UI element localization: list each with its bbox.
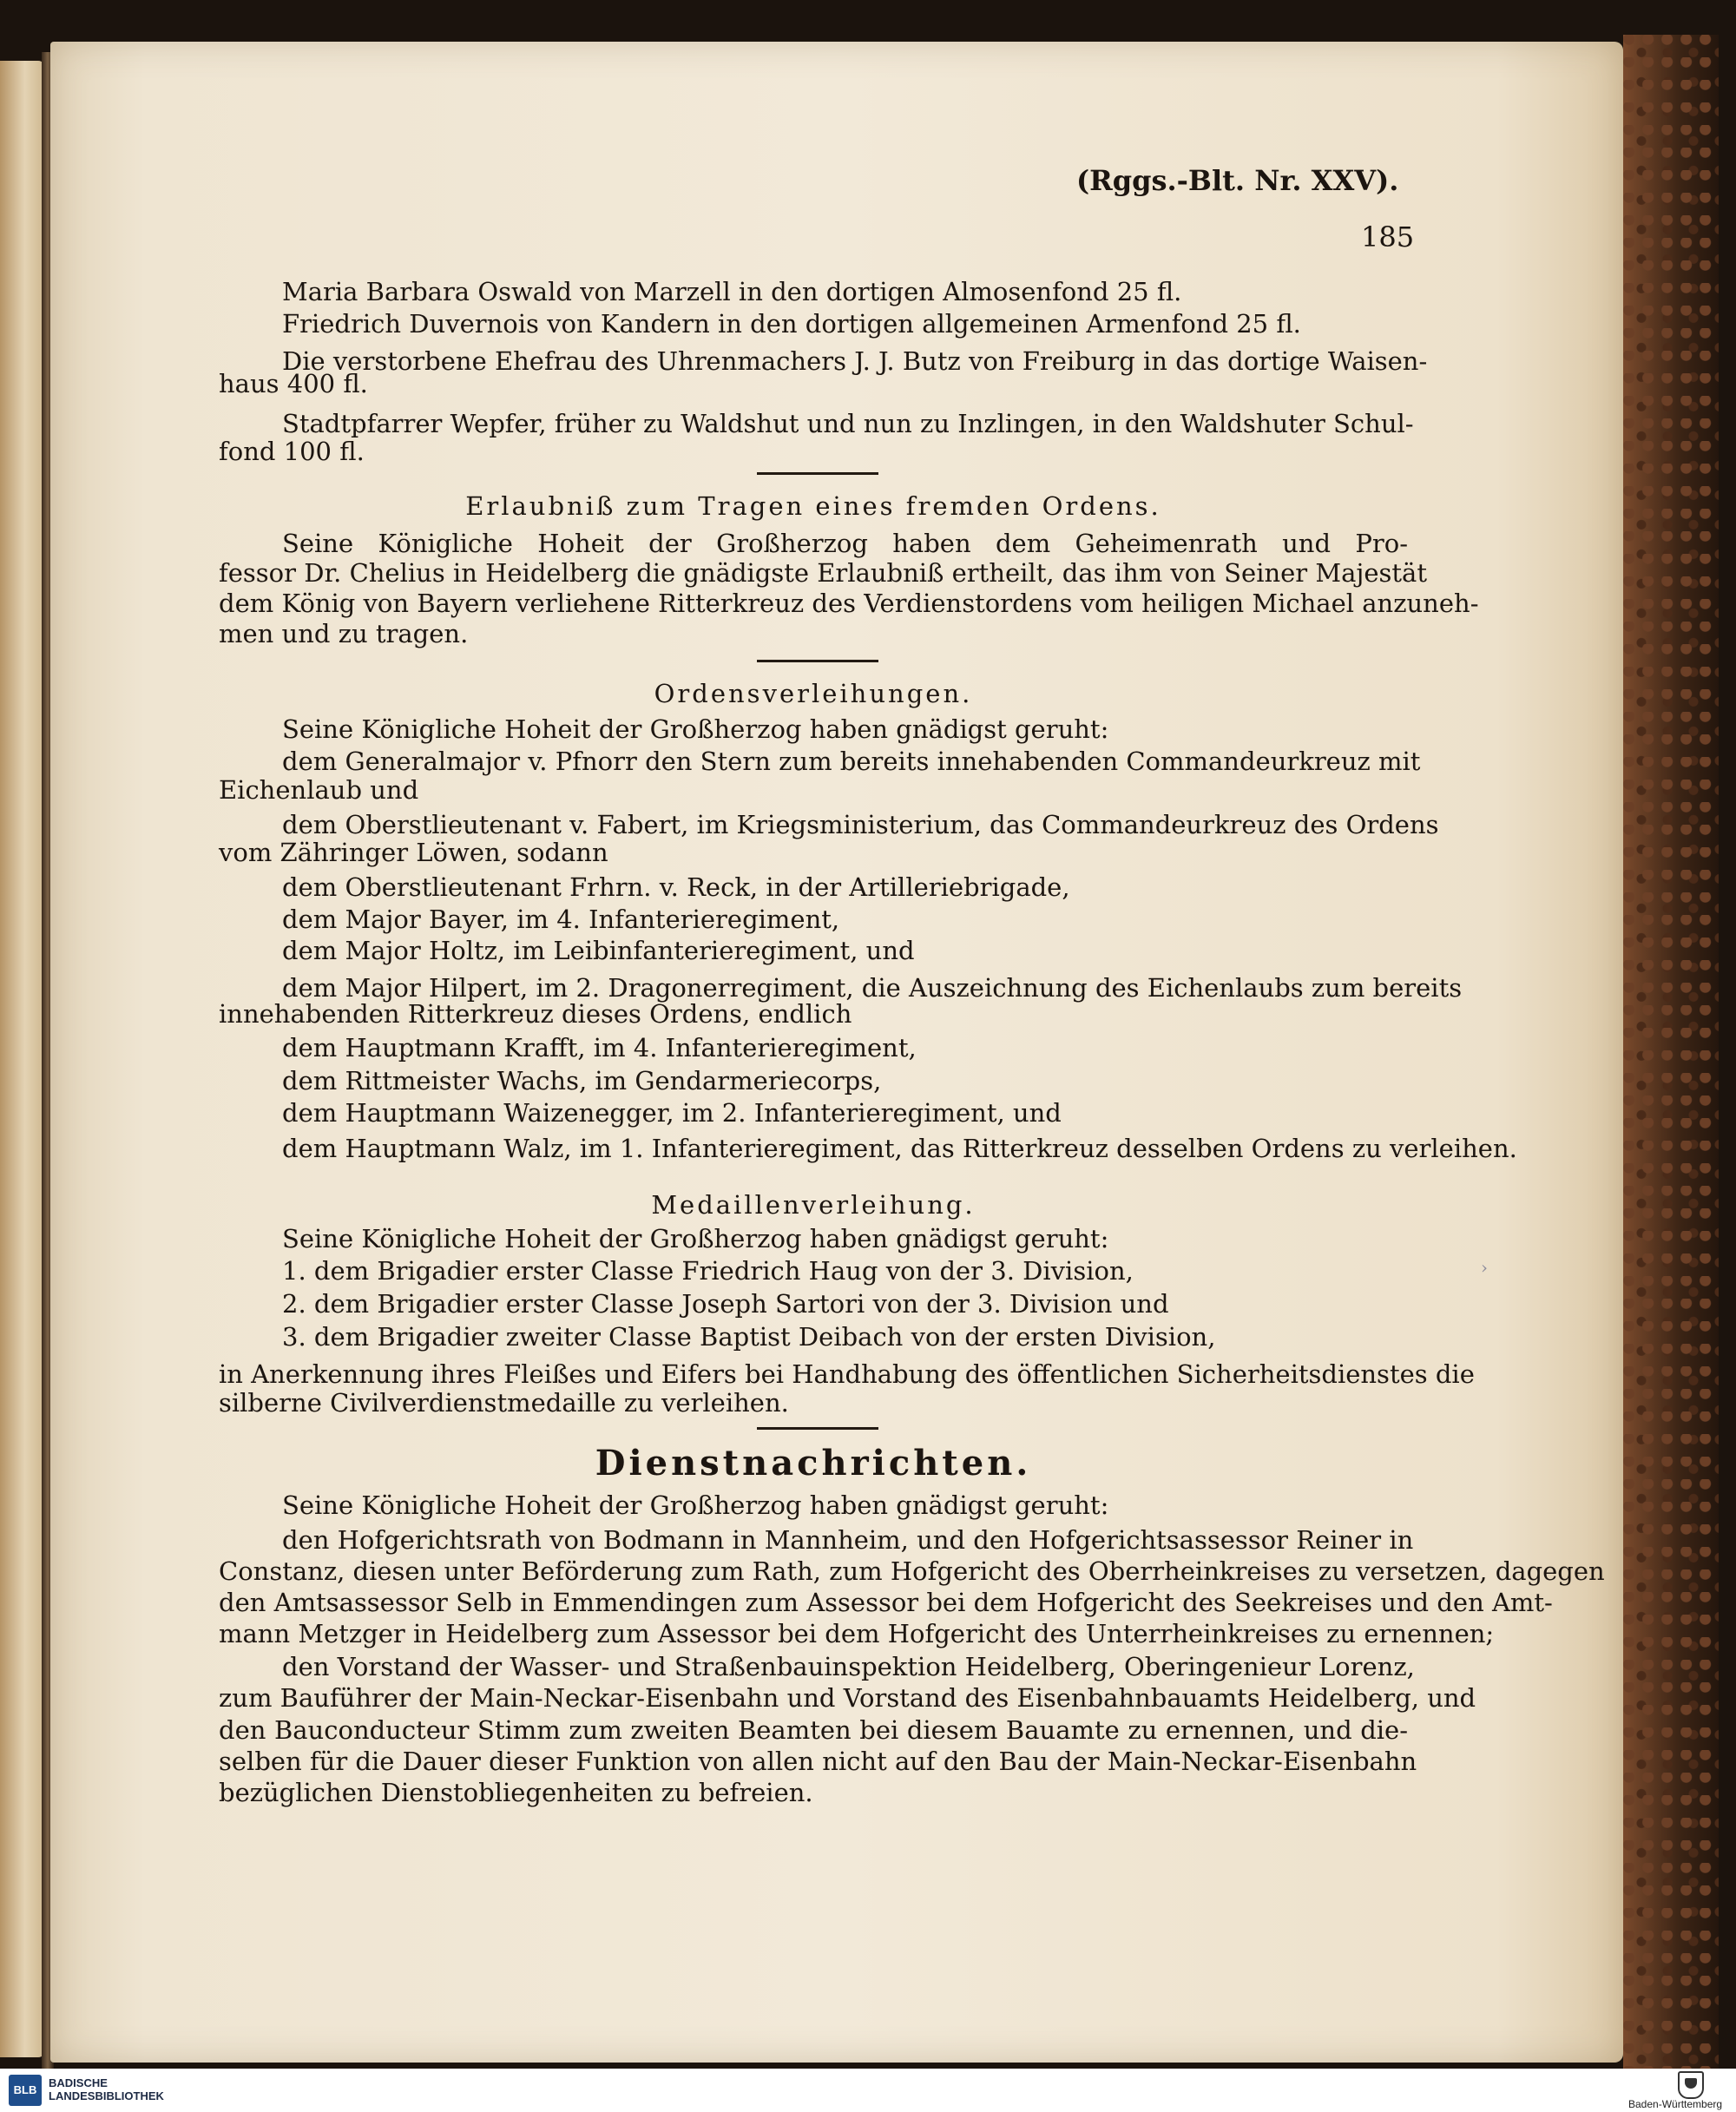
paragraph-line: selben für die Dauer dieser Funktion von allen nicht auf den Bau der Main-Neckar-Eisenbahn bbox=[219, 1747, 1417, 1776]
paragraph-line: den Hofgerichtsrath von Bodmann in Mannheim, und den Hofgerichtsassessor Reiner in bbox=[282, 1525, 1414, 1555]
paragraph-line: innehabenden Ritterkreuz dieses Ordens, endlich bbox=[219, 999, 852, 1029]
library-name-line2: LANDESBIBLIOTHEK bbox=[49, 2089, 164, 2102]
paragraph-line: vom Zähringer Löwen, sodann bbox=[219, 838, 608, 867]
page-number: 185 bbox=[1361, 220, 1415, 253]
viewer-footer bbox=[0, 2069, 1736, 2112]
paragraph-line: fessor Dr. Chelius in Heidelberg die gnädigste Erlaubniß ertheilt, das ihm von Seiner Majestät bbox=[219, 558, 1427, 588]
paragraph-line: in Anerkennung ihres Fleißes und Eifers bei Handhabung des öffentlichen Sicherheitsdienstes die bbox=[219, 1359, 1475, 1389]
paragraph-line: dem Major Hilpert, im 2. Dragonerregiment, die Auszeichnung des Eichenlaubs zum bereits bbox=[282, 973, 1463, 1003]
paragraph-line: Friedrich Duvernois von Kandern in den dortigen allgemeinen Armenfond 25 fl. bbox=[282, 309, 1301, 339]
paragraph-line: 2. dem Brigadier erster Classe Joseph Sartori von der 3. Division und bbox=[282, 1289, 1169, 1319]
paragraph-line: silberne Civilverdienstmedaille zu verleihen. bbox=[219, 1388, 789, 1418]
paragraph-line: bezüglichen Dienstobliegenheiten zu befreien. bbox=[219, 1778, 813, 1807]
paragraph-line: dem Major Holtz, im Leibinfanterieregiment, und bbox=[282, 936, 915, 965]
paragraph-line: dem Oberstlieutenant v. Fabert, im Kriegsministerium, das Commandeurkreuz des Ordens bbox=[282, 810, 1439, 839]
paragraph-line: dem Rittmeister Wachs, im Gendarmeriecorps, bbox=[282, 1066, 882, 1095]
paragraph-line: Constanz, diesen unter Beförderung zum Rath, zum Hofgericht des Oberrheinkreises zu versetzen, dagegen bbox=[219, 1556, 1605, 1586]
section-heading: Erlaubniß zum Tragen eines fremden Ordens. bbox=[465, 491, 1161, 521]
paragraph-line: dem Major Bayer, im 4. Infanterieregiment, bbox=[282, 905, 840, 934]
paragraph-line: dem Oberstlieutenant Frhrn. v. Reck, in der Artilleriebrigade, bbox=[282, 872, 1070, 902]
paragraph-line: den Bauconducteur Stimm zum zweiten Beamten bei diesem Bauamte zu ernennen, und die- bbox=[219, 1715, 1408, 1745]
section-heading: Medaillenverleihung. bbox=[651, 1190, 976, 1220]
paragraph-line: dem Generalmajor v. Pfnorr den Stern zum bereits innehabenden Commandeurkreuz mit bbox=[282, 747, 1421, 776]
blb-logo-icon[interactable]: BLB bbox=[9, 2075, 42, 2106]
paragraph-line: Seine Königliche Hoheit der Großherzog haben gnädigst geruht: bbox=[282, 1224, 1109, 1253]
section-heading: Dienstnachrichten. bbox=[595, 1443, 1032, 1484]
section-separator bbox=[757, 472, 878, 475]
paragraph-line: 3. dem Brigadier zweiter Classe Baptist Deibach von der ersten Division, bbox=[282, 1322, 1216, 1352]
library-name-line1: BADISCHE bbox=[49, 2076, 108, 2089]
paragraph-line: Stadtpfarrer Wepfer, früher zu Waldshut und nun zu Inzlingen, in den Waldshuter Schul- bbox=[282, 409, 1414, 438]
state-label: Baden-Württemberg bbox=[1628, 2098, 1723, 2110]
paragraph-line: men und zu tragen. bbox=[219, 619, 469, 648]
section-heading: Ordensverleihungen. bbox=[654, 679, 973, 708]
paragraph-line: Seine Königliche Hoheit der Großherzog haben dem Geheimenrath und Pro- bbox=[282, 529, 1408, 558]
paragraph-line: Seine Königliche Hoheit der Großherzog haben gnädigst geruht: bbox=[282, 714, 1109, 744]
paragraph-line: haus 400 fl. bbox=[219, 369, 368, 398]
paragraph-line: dem König von Bayern verliehene Ritterkreuz des Verdienstordens vom heiligen Michael anzuneh- bbox=[219, 589, 1479, 618]
paragraph-line: 1. dem Brigadier erster Classe Friedrich Haug von der 3. Division, bbox=[282, 1256, 1134, 1286]
paragraph-line: dem Hauptmann Walz, im 1. Infanterieregiment, das Ritterkreuz desselben Ordens zu verleihen. bbox=[282, 1134, 1517, 1163]
paragraph-line: mann Metzger in Heidelberg zum Assessor bei dem Hofgericht des Unterrheinkreises zu ernennen; bbox=[219, 1619, 1495, 1648]
paragraph-line: zum Bauführer der Main-Neckar-Eisenbahn und Vorstand des Eisenbahnbauamts Heidelberg, und bbox=[219, 1683, 1476, 1713]
left-page-edge bbox=[0, 61, 45, 2057]
baden-wuerttemberg-crest-icon[interactable] bbox=[1678, 2071, 1704, 2099]
section-separator bbox=[757, 660, 878, 662]
pencil-mark: › bbox=[1481, 1257, 1488, 1278]
book-cover-edge bbox=[1623, 35, 1719, 2075]
paragraph-line: Maria Barbara Oswald von Marzell in den dortigen Almosenfond 25 fl. bbox=[282, 277, 1182, 306]
paragraph-line: dem Hauptmann Waizenegger, im 2. Infanterieregiment, und bbox=[282, 1098, 1062, 1128]
section-separator bbox=[757, 1427, 878, 1430]
paragraph-line: den Vorstand der Wasser- und Straßenbauinspektion Heidelberg, Oberingenieur Lorenz, bbox=[282, 1652, 1415, 1681]
paragraph-line: Seine Königliche Hoheit der Großherzog haben gnädigst geruht: bbox=[282, 1490, 1109, 1520]
paragraph-line: fond 100 fl. bbox=[219, 437, 365, 466]
paragraph-line: Die verstorbene Ehefrau des Uhrenmachers J. J. Butz von Freiburg in das dortige Waisen- bbox=[282, 346, 1428, 376]
paragraph-line: den Amtsassessor Selb in Emmendingen zum Assessor bei dem Hofgericht des Seekreises und den Amt- bbox=[219, 1588, 1553, 1617]
journal-reference: (Rggs.-Blt. Nr. XXV). bbox=[1076, 164, 1399, 197]
paragraph-line: Eichenlaub und bbox=[219, 775, 419, 805]
paragraph-line: dem Hauptmann Krafft, im 4. Infanterieregiment, bbox=[282, 1033, 917, 1063]
